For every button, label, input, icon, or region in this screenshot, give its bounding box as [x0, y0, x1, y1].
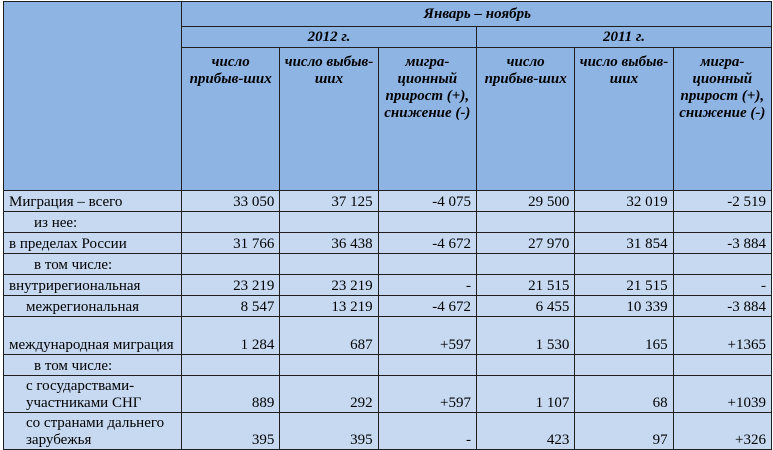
cell-value: -3 884	[673, 233, 771, 254]
table-row	[4, 317, 772, 355]
cell-value: 423	[476, 413, 574, 450]
cell-value: +597	[378, 376, 476, 413]
cell-value: -4 075	[378, 191, 476, 212]
cell-value: -4 672	[378, 233, 476, 254]
cell-value: -2 519	[673, 191, 771, 212]
cell-value	[378, 212, 476, 233]
cell-value: 1 284	[182, 317, 280, 355]
cell-value: 13 219	[280, 296, 378, 317]
cell-value: 889	[182, 376, 280, 413]
cell-value: 68	[575, 376, 673, 413]
cell-value	[476, 355, 574, 376]
cell-value: -4 672	[378, 296, 476, 317]
col-header-arrived-2012: число прибыв-ших	[182, 48, 280, 191]
cell-value: 27 970	[476, 233, 574, 254]
cell-value: 36 438	[280, 233, 378, 254]
cell-value	[575, 212, 673, 233]
cell-value: 6 455	[476, 296, 574, 317]
table-row	[4, 275, 772, 296]
cell-value	[280, 355, 378, 376]
cell-value: 29 500	[476, 191, 574, 212]
cell-value	[673, 254, 771, 275]
col-header-departed-2011: число выбыв-ших	[575, 48, 673, 191]
cell-value	[280, 212, 378, 233]
table-row	[4, 296, 772, 317]
cell-value: 23 219	[280, 275, 378, 296]
cell-value: 31 854	[575, 233, 673, 254]
cell-value: +597	[378, 317, 476, 355]
cell-value	[575, 254, 673, 275]
row-label: межрегиональная	[4, 296, 182, 317]
table-row	[4, 376, 772, 413]
cell-value: 31 766	[182, 233, 280, 254]
cell-value: 23 219	[182, 275, 280, 296]
cell-value	[182, 355, 280, 376]
table-row	[4, 212, 772, 233]
cell-value	[182, 254, 280, 275]
cell-value	[673, 212, 771, 233]
cell-value: -	[378, 275, 476, 296]
col-header-departed-2012: число выбыв-ших	[280, 48, 378, 191]
cell-value: +1365	[673, 317, 771, 355]
cell-value: -3 884	[673, 296, 771, 317]
cell-value	[280, 254, 378, 275]
cell-value: 21 515	[575, 275, 673, 296]
cell-value: 8 547	[182, 296, 280, 317]
cell-value: 97	[575, 413, 673, 450]
cell-value	[378, 355, 476, 376]
cell-value	[575, 355, 673, 376]
cell-value	[182, 212, 280, 233]
cell-value	[673, 355, 771, 376]
table-row	[4, 355, 772, 376]
cell-value: 395	[280, 413, 378, 450]
period-header: Январь – ноябрь	[182, 2, 772, 27]
row-label: с государствами-участниками СНГ	[4, 376, 182, 413]
col-header-arrived-2011: число прибыв-ших	[476, 48, 574, 191]
cell-value: 32 019	[575, 191, 673, 212]
cell-value: 10 339	[575, 296, 673, 317]
row-label: международная миграция	[4, 317, 182, 355]
year-header-2011: 2011 г.	[476, 27, 771, 48]
cell-value	[476, 254, 574, 275]
row-label: со странами дальнего зарубежья	[4, 413, 182, 450]
year-header-2012: 2012 г.	[182, 27, 477, 48]
header-row-period	[4, 2, 772, 27]
cell-value: 292	[280, 376, 378, 413]
cell-value: 395	[182, 413, 280, 450]
row-label: в пределах России	[4, 233, 182, 254]
table-row	[4, 191, 772, 212]
col-header-net-2012: мигра-ционный прирост (+), снижение (-)	[378, 48, 476, 191]
migration-table	[3, 1, 772, 450]
table-row	[4, 413, 772, 450]
cell-value	[378, 254, 476, 275]
col-header-net-2011: мигра-ционный прирост (+), снижение (-)	[673, 48, 771, 191]
table-row	[4, 233, 772, 254]
cell-value: -	[673, 275, 771, 296]
cell-value: 165	[575, 317, 673, 355]
header-corner-cell	[4, 2, 182, 191]
cell-value	[476, 212, 574, 233]
cell-value: 687	[280, 317, 378, 355]
row-label: в том числе:	[4, 355, 182, 376]
cell-value: -	[378, 413, 476, 450]
row-label: внутрирегиональная	[4, 275, 182, 296]
row-label: в том числе:	[4, 254, 182, 275]
cell-value: +326	[673, 413, 771, 450]
cell-value: 21 515	[476, 275, 574, 296]
cell-value: 33 050	[182, 191, 280, 212]
row-label: из нее:	[4, 212, 182, 233]
table-row	[4, 254, 772, 275]
cell-value: 1 530	[476, 317, 574, 355]
row-label: Миграция – всего	[4, 191, 182, 212]
cell-value: +1039	[673, 376, 771, 413]
cell-value: 1 107	[476, 376, 574, 413]
cell-value: 37 125	[280, 191, 378, 212]
